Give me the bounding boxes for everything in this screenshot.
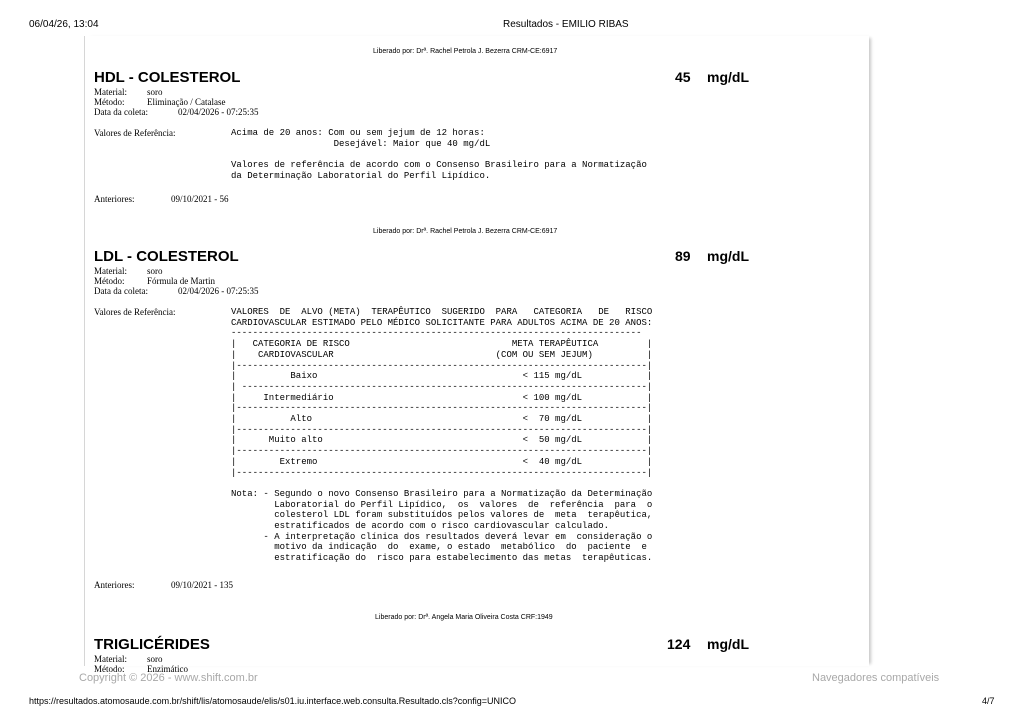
print-url: https://resultados.atomosaude.com.br/shift/lis/atomosaude/elis/s01.iu.interface.web.consulta.Resultado.cls?config=UNICO — [29, 696, 516, 706]
ldl-collection-date: 02/04/2026 - 07:25:35 — [178, 286, 259, 296]
trig-method-label: Método: — [94, 664, 125, 674]
hdl-previous-label: Anteriores: — [94, 194, 135, 204]
hdl-title: HDL - COLESTEROL — [94, 69, 241, 86]
ldl-ref-table: VALORES DE ALVO (META) TERAPÊUTICO SUGERIDO PARA CATEGORIA DE RISCO CARDIOVASCULAR ESTIMADO PELO MÉDICO SOLICITANTE PARA ADULTOS ACIMA DE 20 ANOS: ---------------------------------------------------------------------------- | CATEGORIA DE RISCO META TERAPÊUTICA | | CARDIOVASCULAR (COM OU SEM JEJUM) | |----------------------------------------------------------------------------| | Baixo < 115 mg/dL | | ---------------------------------------------------------------------------| | Intermediário < 100 mg/dL | |----------------------------------------------------------------------------| | Alto < 70 mg/dL | |----------------------------------------------------------------------------| | Muito alto < 50 mg/dL | |----------------------------------------------------------------------------| | Extremo < 40 mg/dL | |----------------------------------------------------------------------------| Nota: - Segundo o novo Consenso Brasileiro para a Normatização da Determinação Laboratorial do Perfil Lipídico, os valores de referência para o colesterol LDL foram substituídos pelos valores de meta terapêutica, estratificados de acordo com o risco cardiovascular calculado. - A interpretação clínica dos resultados deverá levar em consideração o motivo da indicação do exame, o estado metabólico do paciente e estratificação do risco para estabelecimento das metas terapêuticas. — [231, 307, 653, 564]
hdl-method-label: Método: — [94, 97, 125, 107]
print-page-title: Resultados - EMILIO RIBAS — [503, 19, 629, 30]
ldl-previous-label: Anteriores: — [94, 580, 135, 590]
hdl-released-by: Liberado por: Drª. Rachel Petrola J. Bezerra CRM-CE:6917 — [373, 48, 558, 55]
hdl-unit: mg/dL — [707, 69, 749, 85]
ldl-unit: mg/dL — [707, 248, 749, 264]
hdl-ref-label: Valores de Referência: — [94, 128, 176, 138]
ldl-title: LDL - COLESTEROL — [94, 248, 239, 265]
print-page-number: 4/7 — [982, 696, 995, 706]
trig-released-by: Liberado por: Drª. Angela Maria Oliveira Costa CRF:1949 — [375, 614, 553, 621]
ldl-method-label: Método: — [94, 276, 125, 286]
ldl-released-by: Liberado por: Drª. Rachel Petrola J. Bezerra CRM-CE:6917 — [373, 228, 558, 235]
ldl-method: Fórmula de Martin — [147, 276, 215, 286]
trig-material-label: Material: — [94, 654, 127, 664]
hdl-previous: 09/10/2021 - 56 — [171, 194, 229, 204]
copyright-text: Copyright © 2026 - www.shift.com.br — [79, 672, 258, 684]
trig-unit: mg/dL — [707, 636, 749, 652]
hdl-ref-text: Acima de 20 anos: Com ou sem jejum de 12 horas: Desejável: Maior que 40 mg/dL Valores de referência de acordo com o Consenso Brasileiro para a Normatização da Determinação Laboratorial do Perfil Lipídico. — [231, 128, 647, 181]
ldl-material: soro — [147, 266, 163, 276]
hdl-collection-label: Data da coleta: — [94, 107, 148, 117]
ldl-value: 89 — [675, 248, 691, 264]
ldl-ref-label: Valores de Referência: — [94, 307, 176, 317]
report-page[interactable] — [84, 36, 869, 674]
hdl-material-label: Material: — [94, 87, 127, 97]
hdl-collection-date: 02/04/2026 - 07:25:35 — [178, 107, 259, 117]
ldl-collection-label: Data da coleta: — [94, 286, 148, 296]
trig-material: soro — [147, 654, 163, 664]
ldl-material-label: Material: — [94, 266, 127, 276]
hdl-value: 45 — [675, 69, 691, 85]
hdl-method: Eliminação / Catalase — [147, 97, 226, 107]
compatible-browsers-link[interactable]: Navegadores compatíveis — [812, 672, 940, 684]
trig-title: TRIGLICÉRIDES — [94, 636, 210, 653]
trig-value: 124 — [667, 636, 691, 652]
print-datetime: 06/04/26, 13:04 — [29, 19, 99, 30]
trig-method: Enzimático — [147, 664, 188, 674]
ldl-previous: 09/10/2021 - 135 — [171, 580, 233, 590]
hdl-material: soro — [147, 87, 163, 97]
